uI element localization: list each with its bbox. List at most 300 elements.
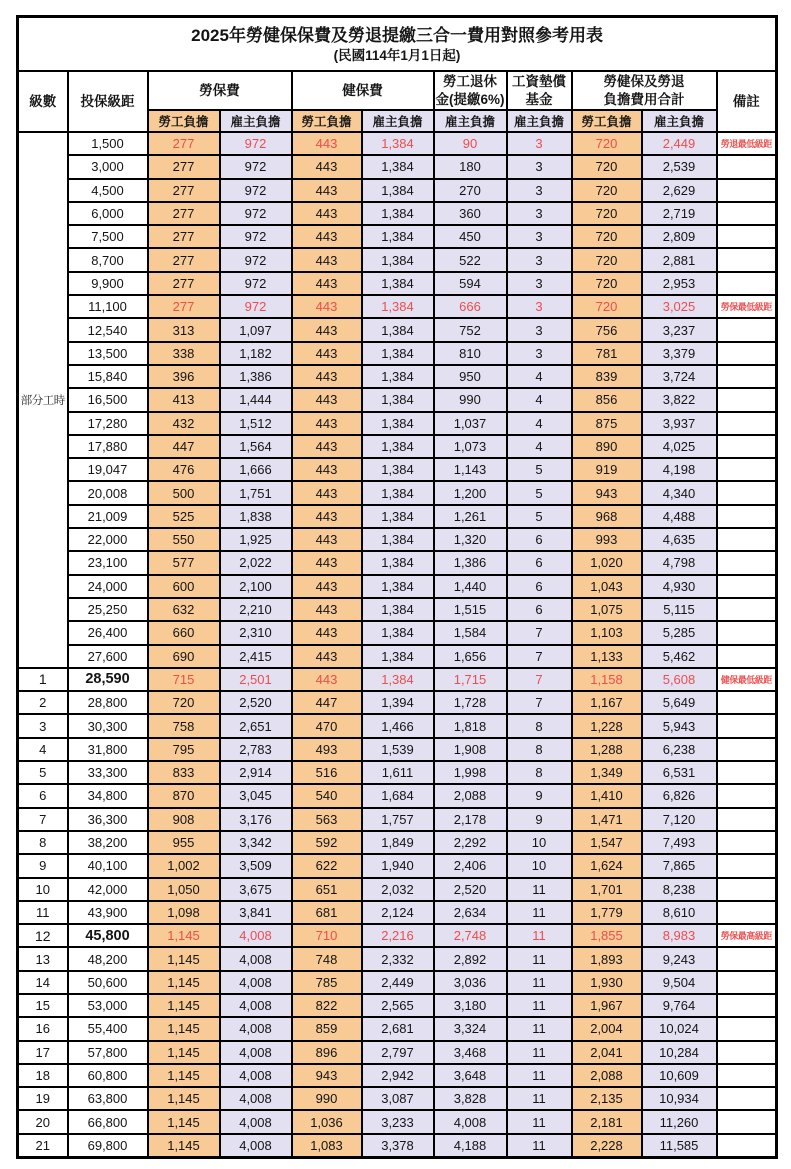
cell-value: 870	[148, 784, 220, 807]
cell-value: 1,384	[362, 505, 434, 528]
cell-bracket: 20,008	[68, 481, 148, 504]
cell-value: 3,087	[362, 1087, 434, 1110]
cell-value: 1,103	[572, 621, 642, 644]
cell-value: 1,515	[434, 598, 507, 621]
cell-value: 4	[507, 365, 572, 388]
table-row	[18, 878, 777, 901]
cell-note	[717, 272, 777, 295]
table-row	[18, 481, 777, 504]
cell-value: 577	[148, 551, 220, 574]
cell-bracket: 27,600	[68, 645, 148, 668]
cell-value: 9	[507, 808, 572, 831]
cell-value: 2,415	[220, 645, 292, 668]
cell-value: 338	[148, 342, 220, 365]
cell-value: 2,681	[362, 1017, 434, 1040]
cell-value: 2,124	[362, 901, 434, 924]
cell-value: 3,036	[434, 971, 507, 994]
subheader-total-employee: 勞工負擔	[572, 110, 642, 132]
table-row	[18, 388, 777, 411]
cell-bracket: 21,009	[68, 505, 148, 528]
cell-bracket: 28,800	[68, 691, 148, 714]
cell-value: 3,045	[220, 784, 292, 807]
cell-bracket: 53,000	[68, 994, 148, 1017]
cell-value: 2,914	[220, 761, 292, 784]
cell-value: 9,243	[642, 947, 717, 970]
col-header-total	[572, 71, 717, 110]
cell-value: 720	[572, 272, 642, 295]
cell-value: 11	[507, 1110, 572, 1133]
cell-value: 1,145	[148, 1041, 220, 1064]
cell-value: 1,564	[220, 435, 292, 458]
cell-value: 1,384	[362, 412, 434, 435]
cell-value: 270	[434, 179, 507, 202]
cell-value: 10,024	[642, 1017, 717, 1040]
cell-value: 1,073	[434, 435, 507, 458]
cell-value: 1,320	[434, 528, 507, 551]
cell-bracket: 55,400	[68, 1017, 148, 1040]
wage-fund-line1: 工資墊償	[512, 73, 566, 89]
cell-value: 720	[148, 691, 220, 714]
cell-value: 11	[507, 1064, 572, 1087]
cell-value: 715	[148, 668, 220, 691]
cell-value: 1,133	[572, 645, 642, 668]
cell-value: 752	[434, 318, 507, 341]
cell-value: 748	[292, 947, 362, 970]
cell-value: 1,656	[434, 645, 507, 668]
cell-value: 1,666	[220, 458, 292, 481]
cell-value: 972	[220, 295, 292, 318]
cell-value: 5,285	[642, 621, 717, 644]
cell-bracket: 26,400	[68, 621, 148, 644]
subheader-labor-employee: 勞工負擔	[148, 110, 220, 132]
cell-value: 756	[572, 318, 642, 341]
cell-note	[717, 412, 777, 435]
cell-value: 1,145	[148, 924, 220, 947]
cell-bracket: 4,500	[68, 179, 148, 202]
cell-bracket: 3,000	[68, 155, 148, 178]
cell-value: 443	[292, 342, 362, 365]
cell-value: 522	[434, 248, 507, 271]
cell-value: 3,468	[434, 1041, 507, 1064]
cell-value: 7	[507, 668, 572, 691]
table-row	[18, 155, 777, 178]
cell-value: 11	[507, 1087, 572, 1110]
cell-note	[717, 1064, 777, 1087]
cell-value: 2,088	[434, 784, 507, 807]
cell-value: 11,260	[642, 1110, 717, 1133]
table-row	[18, 854, 777, 877]
cell-note	[717, 854, 777, 877]
cell-value: 4,008	[220, 1017, 292, 1040]
cell-value: 5	[507, 481, 572, 504]
cell-value: 10,934	[642, 1087, 717, 1110]
cell-note	[717, 342, 777, 365]
cell-value: 856	[572, 388, 642, 411]
cell-value: 1,757	[362, 808, 434, 831]
cell-value: 1,200	[434, 481, 507, 504]
cell-value: 5,115	[642, 598, 717, 621]
cell-value: 432	[148, 412, 220, 435]
cell-value: 277	[148, 202, 220, 225]
cell-note: 勞保最低級距	[717, 295, 777, 318]
cell-bracket: 9,900	[68, 272, 148, 295]
cell-value: 1,547	[572, 831, 642, 854]
cell-value: 1,228	[572, 714, 642, 737]
cell-value: 1,512	[220, 412, 292, 435]
cell-value: 720	[572, 179, 642, 202]
cell-value: 443	[292, 645, 362, 668]
cell-value: 525	[148, 505, 220, 528]
cell-value: 3,822	[642, 388, 717, 411]
cell-value: 90	[434, 132, 507, 155]
cell-value: 11	[507, 924, 572, 947]
cell-value: 1,349	[572, 761, 642, 784]
cell-value: 919	[572, 458, 642, 481]
cell-value: 4,025	[642, 435, 717, 458]
subheader-wage-fund-employer: 雇主負擔	[507, 110, 572, 132]
cell-bracket: 63,800	[68, 1087, 148, 1110]
cell-value: 7	[507, 621, 572, 644]
cell-value: 1,384	[362, 645, 434, 668]
cell-level: 8	[18, 831, 68, 854]
cell-value: 3	[507, 225, 572, 248]
cell-bracket: 17,280	[68, 412, 148, 435]
cell-value: 720	[572, 155, 642, 178]
cell-value: 896	[292, 1041, 362, 1064]
cell-bracket: 50,600	[68, 971, 148, 994]
cell-value: 3,233	[362, 1110, 434, 1133]
cell-value: 2,004	[572, 1017, 642, 1040]
cell-value: 10	[507, 854, 572, 877]
cell-value: 443	[292, 365, 362, 388]
cell-level: 18	[18, 1064, 68, 1087]
cell-note	[717, 225, 777, 248]
cell-value: 972	[220, 272, 292, 295]
table-row	[18, 761, 777, 784]
cell-value: 2,022	[220, 551, 292, 574]
cell-value: 3,828	[434, 1087, 507, 1110]
cell-value: 1,384	[362, 388, 434, 411]
cell-value: 2,181	[572, 1110, 642, 1133]
cell-value: 3,379	[642, 342, 717, 365]
cell-bracket: 48,200	[68, 947, 148, 970]
cell-value: 2,629	[642, 179, 717, 202]
cell-value: 1,384	[362, 621, 434, 644]
cell-bracket: 33,300	[68, 761, 148, 784]
cell-value: 890	[572, 435, 642, 458]
cell-value: 5	[507, 458, 572, 481]
cell-value: 1,384	[362, 179, 434, 202]
cell-value: 1,384	[362, 668, 434, 691]
cell-value: 3,841	[220, 901, 292, 924]
cell-value: 1,394	[362, 691, 434, 714]
cell-value: 690	[148, 645, 220, 668]
cell-value: 443	[292, 481, 362, 504]
cell-value: 450	[434, 225, 507, 248]
cell-value: 443	[292, 155, 362, 178]
cell-value: 1,967	[572, 994, 642, 1017]
cell-bracket: 8,700	[68, 248, 148, 271]
cell-value: 6,238	[642, 738, 717, 761]
cell-value: 955	[148, 831, 220, 854]
cell-value: 2,539	[642, 155, 717, 178]
cell-value: 1,925	[220, 528, 292, 551]
cell-value: 720	[572, 225, 642, 248]
cell-note	[717, 1110, 777, 1133]
cell-bracket: 6,000	[68, 202, 148, 225]
cell-value: 7,865	[642, 854, 717, 877]
cell-value: 447	[292, 691, 362, 714]
cell-value: 443	[292, 621, 362, 644]
cell-value: 277	[148, 132, 220, 155]
cell-value: 1,384	[362, 248, 434, 271]
subheader-health-employee: 勞工負擔	[292, 110, 362, 132]
cell-value: 413	[148, 388, 220, 411]
cell-bracket: 24,000	[68, 575, 148, 598]
cell-value: 1,998	[434, 761, 507, 784]
cell-value: 9,764	[642, 994, 717, 1017]
cell-value: 3	[507, 132, 572, 155]
page-subtitle: (民國114年1月1日起)	[333, 48, 461, 64]
cell-value: 443	[292, 388, 362, 411]
cell-value: 4,008	[434, 1110, 507, 1133]
cell-bracket: 13,500	[68, 342, 148, 365]
col-header-labor-insurance: 勞保費	[148, 71, 292, 110]
cell-level: 5	[18, 761, 68, 784]
cell-value: 3,937	[642, 412, 717, 435]
cell-value: 2,406	[434, 854, 507, 877]
cell-note	[717, 878, 777, 901]
cell-bracket: 23,100	[68, 551, 148, 574]
cell-value: 3	[507, 248, 572, 271]
cell-value: 3	[507, 295, 572, 318]
cell-value: 277	[148, 155, 220, 178]
table-row	[18, 994, 777, 1017]
cell-value: 3,237	[642, 318, 717, 341]
table-row	[18, 295, 777, 318]
cell-level: 12	[18, 924, 68, 947]
cell-value: 1,539	[362, 738, 434, 761]
cell-value: 1,384	[362, 365, 434, 388]
table-row	[18, 318, 777, 341]
cell-value: 1,940	[362, 854, 434, 877]
table-row	[18, 1041, 777, 1064]
cell-value: 781	[572, 342, 642, 365]
cell-value: 4,008	[220, 1041, 292, 1064]
table-row	[18, 645, 777, 668]
cell-value: 2,634	[434, 901, 507, 924]
table-row	[18, 1134, 777, 1158]
cell-value: 833	[148, 761, 220, 784]
cell-value: 2,292	[434, 831, 507, 854]
cell-value: 1,098	[148, 901, 220, 924]
table-row	[18, 1110, 777, 1133]
cell-note	[717, 318, 777, 341]
table-row	[18, 901, 777, 924]
cell-note	[717, 1087, 777, 1110]
table-row	[18, 435, 777, 458]
cell-value: 990	[292, 1087, 362, 1110]
cell-value: 443	[292, 668, 362, 691]
table-row	[18, 971, 777, 994]
cell-value: 1,384	[362, 342, 434, 365]
cell-level: 11	[18, 901, 68, 924]
cell-value: 2,041	[572, 1041, 642, 1064]
cell-value: 1,715	[434, 668, 507, 691]
cell-bracket: 15,840	[68, 365, 148, 388]
cell-value: 1,145	[148, 1134, 220, 1158]
col-header-level: 級數	[18, 71, 68, 132]
cell-value: 1,384	[362, 435, 434, 458]
cell-value: 1,145	[148, 994, 220, 1017]
table-row	[18, 458, 777, 481]
table-row	[18, 831, 777, 854]
cell-value: 972	[220, 155, 292, 178]
cell-value: 710	[292, 924, 362, 947]
table-title-cell	[18, 17, 777, 72]
cell-value: 810	[434, 342, 507, 365]
cell-value: 720	[572, 248, 642, 271]
table-row	[18, 179, 777, 202]
cell-note	[717, 202, 777, 225]
cell-value: 972	[220, 225, 292, 248]
cell-value: 8	[507, 714, 572, 737]
cell-note	[717, 551, 777, 574]
cell-value: 11,585	[642, 1134, 717, 1158]
cell-value: 1,145	[148, 971, 220, 994]
cell-note	[717, 435, 777, 458]
cell-value: 839	[572, 365, 642, 388]
cell-value: 447	[148, 435, 220, 458]
table-row	[18, 621, 777, 644]
cell-value: 1,466	[362, 714, 434, 737]
table-row	[18, 598, 777, 621]
subheader-health-employer: 雇主負擔	[362, 110, 434, 132]
cell-value: 1,097	[220, 318, 292, 341]
cell-value: 1,002	[148, 854, 220, 877]
cell-value: 1,584	[434, 621, 507, 644]
cell-level: 9	[18, 854, 68, 877]
cell-value: 2,809	[642, 225, 717, 248]
cell-value: 4,008	[220, 1087, 292, 1110]
cell-value: 10	[507, 831, 572, 854]
cell-value: 277	[148, 248, 220, 271]
cell-value: 1,471	[572, 808, 642, 831]
table-row	[18, 691, 777, 714]
cell-value: 4,008	[220, 1134, 292, 1158]
cell-value: 968	[572, 505, 642, 528]
cell-note	[717, 528, 777, 551]
cell-note	[717, 645, 777, 668]
table-row	[18, 924, 777, 947]
cell-value: 1,384	[362, 225, 434, 248]
cell-value: 1,611	[362, 761, 434, 784]
cell-value: 4,008	[220, 1064, 292, 1087]
cell-value: 1,037	[434, 412, 507, 435]
table-row	[18, 714, 777, 737]
cell-note	[717, 248, 777, 271]
cell-value: 1,384	[362, 318, 434, 341]
cell-value: 632	[148, 598, 220, 621]
cell-value: 3,509	[220, 854, 292, 877]
cell-value: 180	[434, 155, 507, 178]
cell-value: 1,145	[148, 1017, 220, 1040]
table-row	[18, 947, 777, 970]
cell-value: 443	[292, 458, 362, 481]
cell-value: 2,783	[220, 738, 292, 761]
cell-value: 2,942	[362, 1064, 434, 1087]
cell-bracket: 30,300	[68, 714, 148, 737]
cell-bracket: 43,900	[68, 901, 148, 924]
cell-value: 972	[220, 202, 292, 225]
cell-value: 11	[507, 971, 572, 994]
cell-value: 3	[507, 318, 572, 341]
part-time-merged-cell: 部分工時	[18, 132, 68, 668]
cell-value: 396	[148, 365, 220, 388]
table-row	[18, 248, 777, 271]
cell-value: 2,892	[434, 947, 507, 970]
cell-bracket: 28,590	[68, 668, 148, 691]
cell-value: 550	[148, 528, 220, 551]
cell-value: 4,008	[220, 924, 292, 947]
cell-note	[717, 901, 777, 924]
cell-note	[717, 505, 777, 528]
cell-value: 4	[507, 388, 572, 411]
cell-value: 4,188	[434, 1134, 507, 1158]
cell-value: 5	[507, 505, 572, 528]
cell-value: 277	[148, 179, 220, 202]
cell-value: 443	[292, 202, 362, 225]
cell-value: 1,728	[434, 691, 507, 714]
cell-value: 2,449	[642, 132, 717, 155]
cell-value: 4,798	[642, 551, 717, 574]
cell-value: 1,930	[572, 971, 642, 994]
cell-value: 2,228	[572, 1134, 642, 1158]
cell-level: 15	[18, 994, 68, 1017]
cell-value: 1,384	[362, 202, 434, 225]
cell-value: 1,624	[572, 854, 642, 877]
cell-value: 8	[507, 738, 572, 761]
cell-note: 勞保最高級距	[717, 924, 777, 947]
cell-value: 720	[572, 295, 642, 318]
cell-value: 1,384	[362, 528, 434, 551]
cell-value: 4,930	[642, 575, 717, 598]
cell-value: 758	[148, 714, 220, 737]
cell-value: 443	[292, 575, 362, 598]
cell-value: 1,444	[220, 388, 292, 411]
cell-value: 277	[148, 295, 220, 318]
cell-value: 10,609	[642, 1064, 717, 1087]
cell-value: 1,384	[362, 155, 434, 178]
cell-value: 2,100	[220, 575, 292, 598]
cell-value: 2,332	[362, 947, 434, 970]
cell-note	[717, 598, 777, 621]
cell-value: 2,520	[220, 691, 292, 714]
subheader-pension-employer: 雇主負擔	[434, 110, 507, 132]
cell-value: 516	[292, 761, 362, 784]
cell-value: 563	[292, 808, 362, 831]
cell-note	[717, 994, 777, 1017]
cell-value: 8	[507, 761, 572, 784]
cell-value: 3,025	[642, 295, 717, 318]
pension-line2: 金(提繳6%)	[435, 91, 505, 107]
title-row	[18, 17, 777, 72]
cell-bracket: 22,000	[68, 528, 148, 551]
cell-bracket: 1,500	[68, 132, 148, 155]
cell-value: 443	[292, 318, 362, 341]
table-row	[18, 342, 777, 365]
col-header-note: 備註	[717, 71, 777, 132]
